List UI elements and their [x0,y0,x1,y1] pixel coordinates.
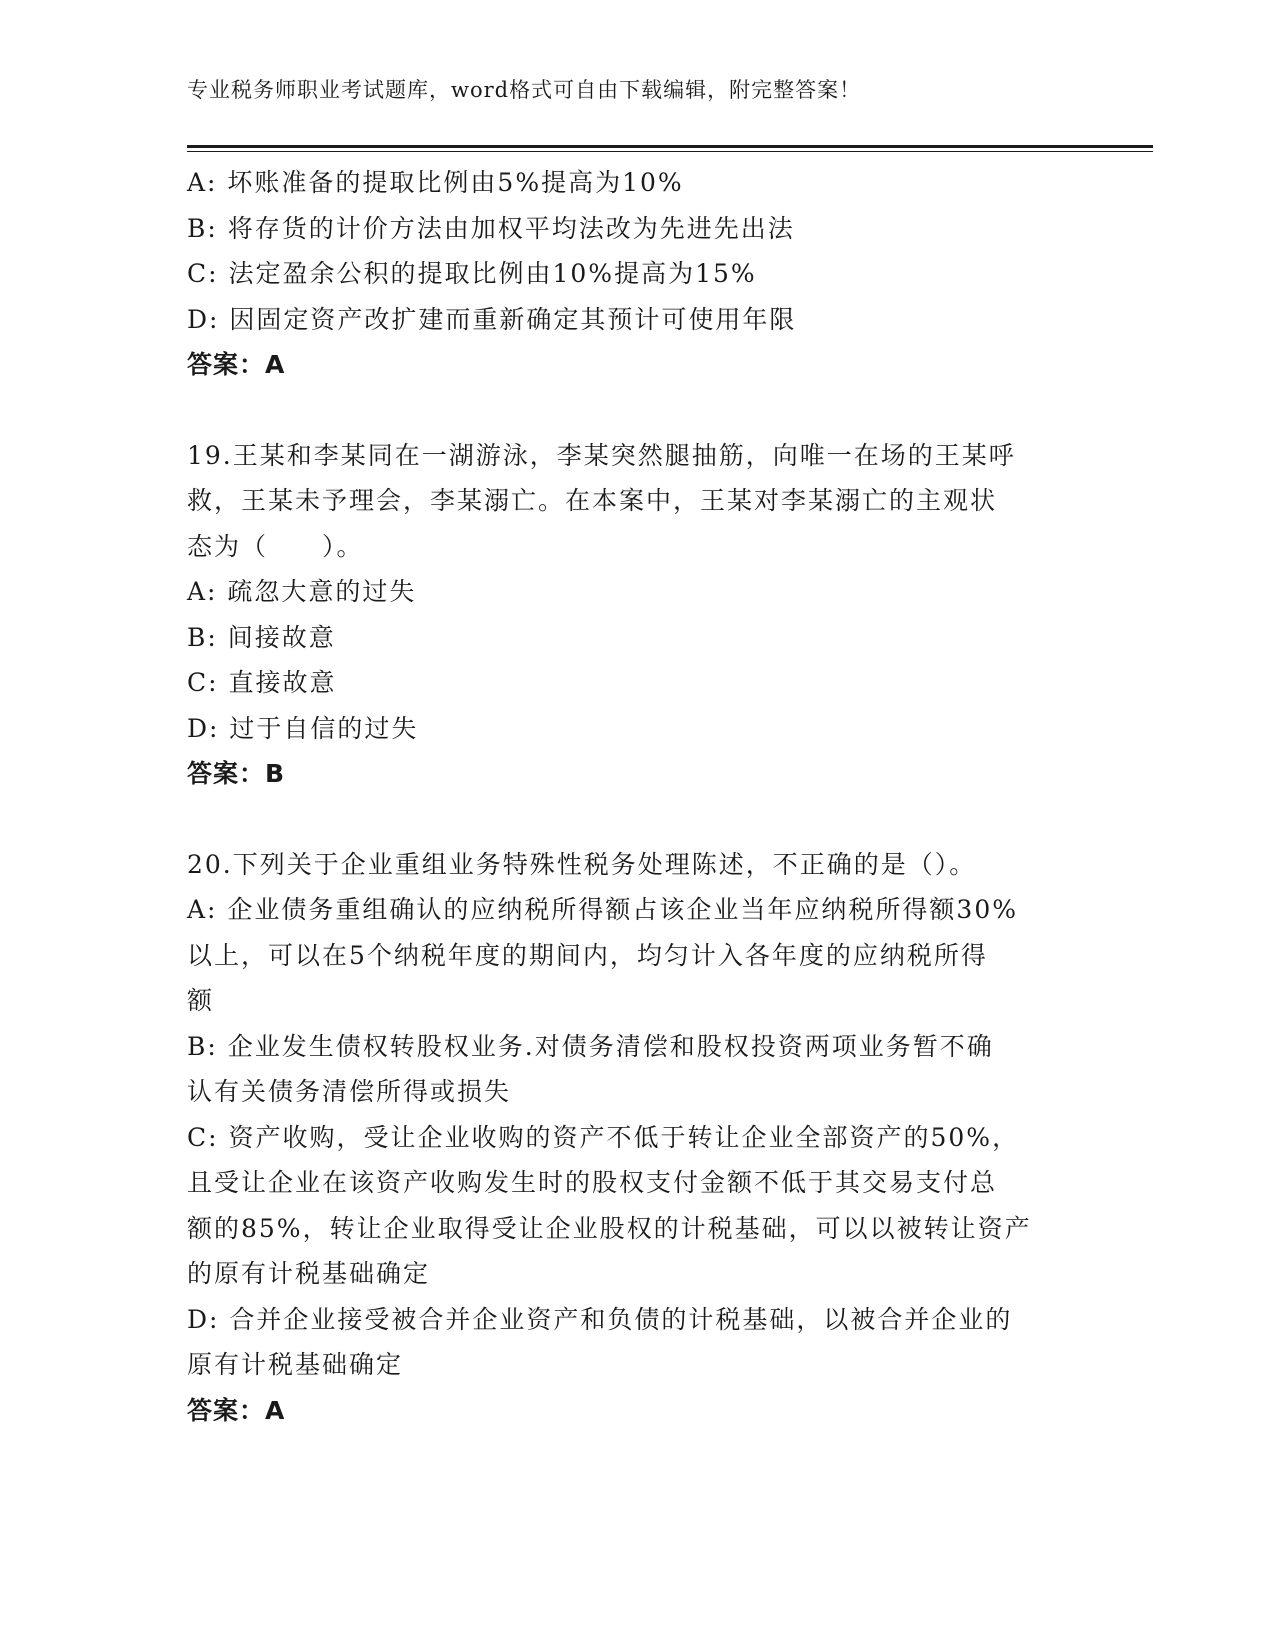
header-divider [187,145,1153,152]
option-c: C: 直接故意 [187,668,337,697]
document-body [187,160,1087,1433]
question-text: 20.下列关于企业重组业务特殊性税务处理陈述，不正确的是（）。 [187,849,977,879]
option-d: D: 合并企业接受被合并企业资产和负债的计税基础，以被合并企业的 [187,1304,1013,1334]
page-header: 专业税务师职业考试题库，word格式可自由下载编辑，附完整答案！ [187,78,862,102]
option-b: B: 企业发生债权转股权业务.对债务清偿和股权投资两项业务暂不确 [187,1031,994,1061]
question-text: 19.王某和李某同在一湖游泳，李某突然腿抽筋，向唯一在场的王某呼 [187,440,1016,470]
option-a: A: 疏忽大意的过失 [187,577,417,606]
option-d-continued: 原有计税基础确定 [187,1350,404,1379]
option-c-continued: 且受让企业在该资产收购发生时的股权支付金额不低于其交易支付总 [187,1168,998,1197]
answer-label: 答案：A [187,1395,286,1425]
option-c-continued: 的原有计税基础确定 [187,1259,431,1288]
option-d: D: 过于自信的过失 [187,713,419,743]
option-a-continued: 额 [187,986,215,1015]
question-block-20 [187,842,1087,1434]
option-c-continued: 额的85%，转让企业取得受让企业股权的计税基础，可以以被转让资产 [187,1213,1032,1243]
option-c: C: 资产收购，受让企业收购的资产不低于转让企业全部资产的50%， [187,1122,1020,1152]
question-block-19 [187,433,1087,797]
question-block-18 [187,160,1087,388]
option-a-continued: 以上，可以在5个纳税年度的期间内，均匀计入各年度的应纳税所得 [187,940,988,970]
option-d: D: 因固定资产改扩建而重新确定其预计可使用年限 [187,304,797,334]
answer-label: 答案：B [187,759,286,788]
option-a: A: 坏账准备的提取比例由5%提高为10% [187,168,684,197]
option-c: C: 法定盈余公积的提取比例由10%提高为15% [187,259,757,288]
question-text: 救，王某未予理会，李某溺亡。在本案中，王某对李某溺亡的主观状 [187,486,998,515]
option-b: B: 将存货的计价方法由加权平均法改为先进先出法 [187,213,795,243]
option-b: B: 间接故意 [187,622,336,652]
question-text: 态为（ ）。 [187,531,364,561]
answer-label: 答案：A [187,350,286,379]
option-a: A: 企业债务重组确认的应纳税所得额占该企业当年应纳税所得额30% [187,895,1018,924]
option-b-continued: 认有关债务清偿所得或损失 [187,1077,512,1106]
